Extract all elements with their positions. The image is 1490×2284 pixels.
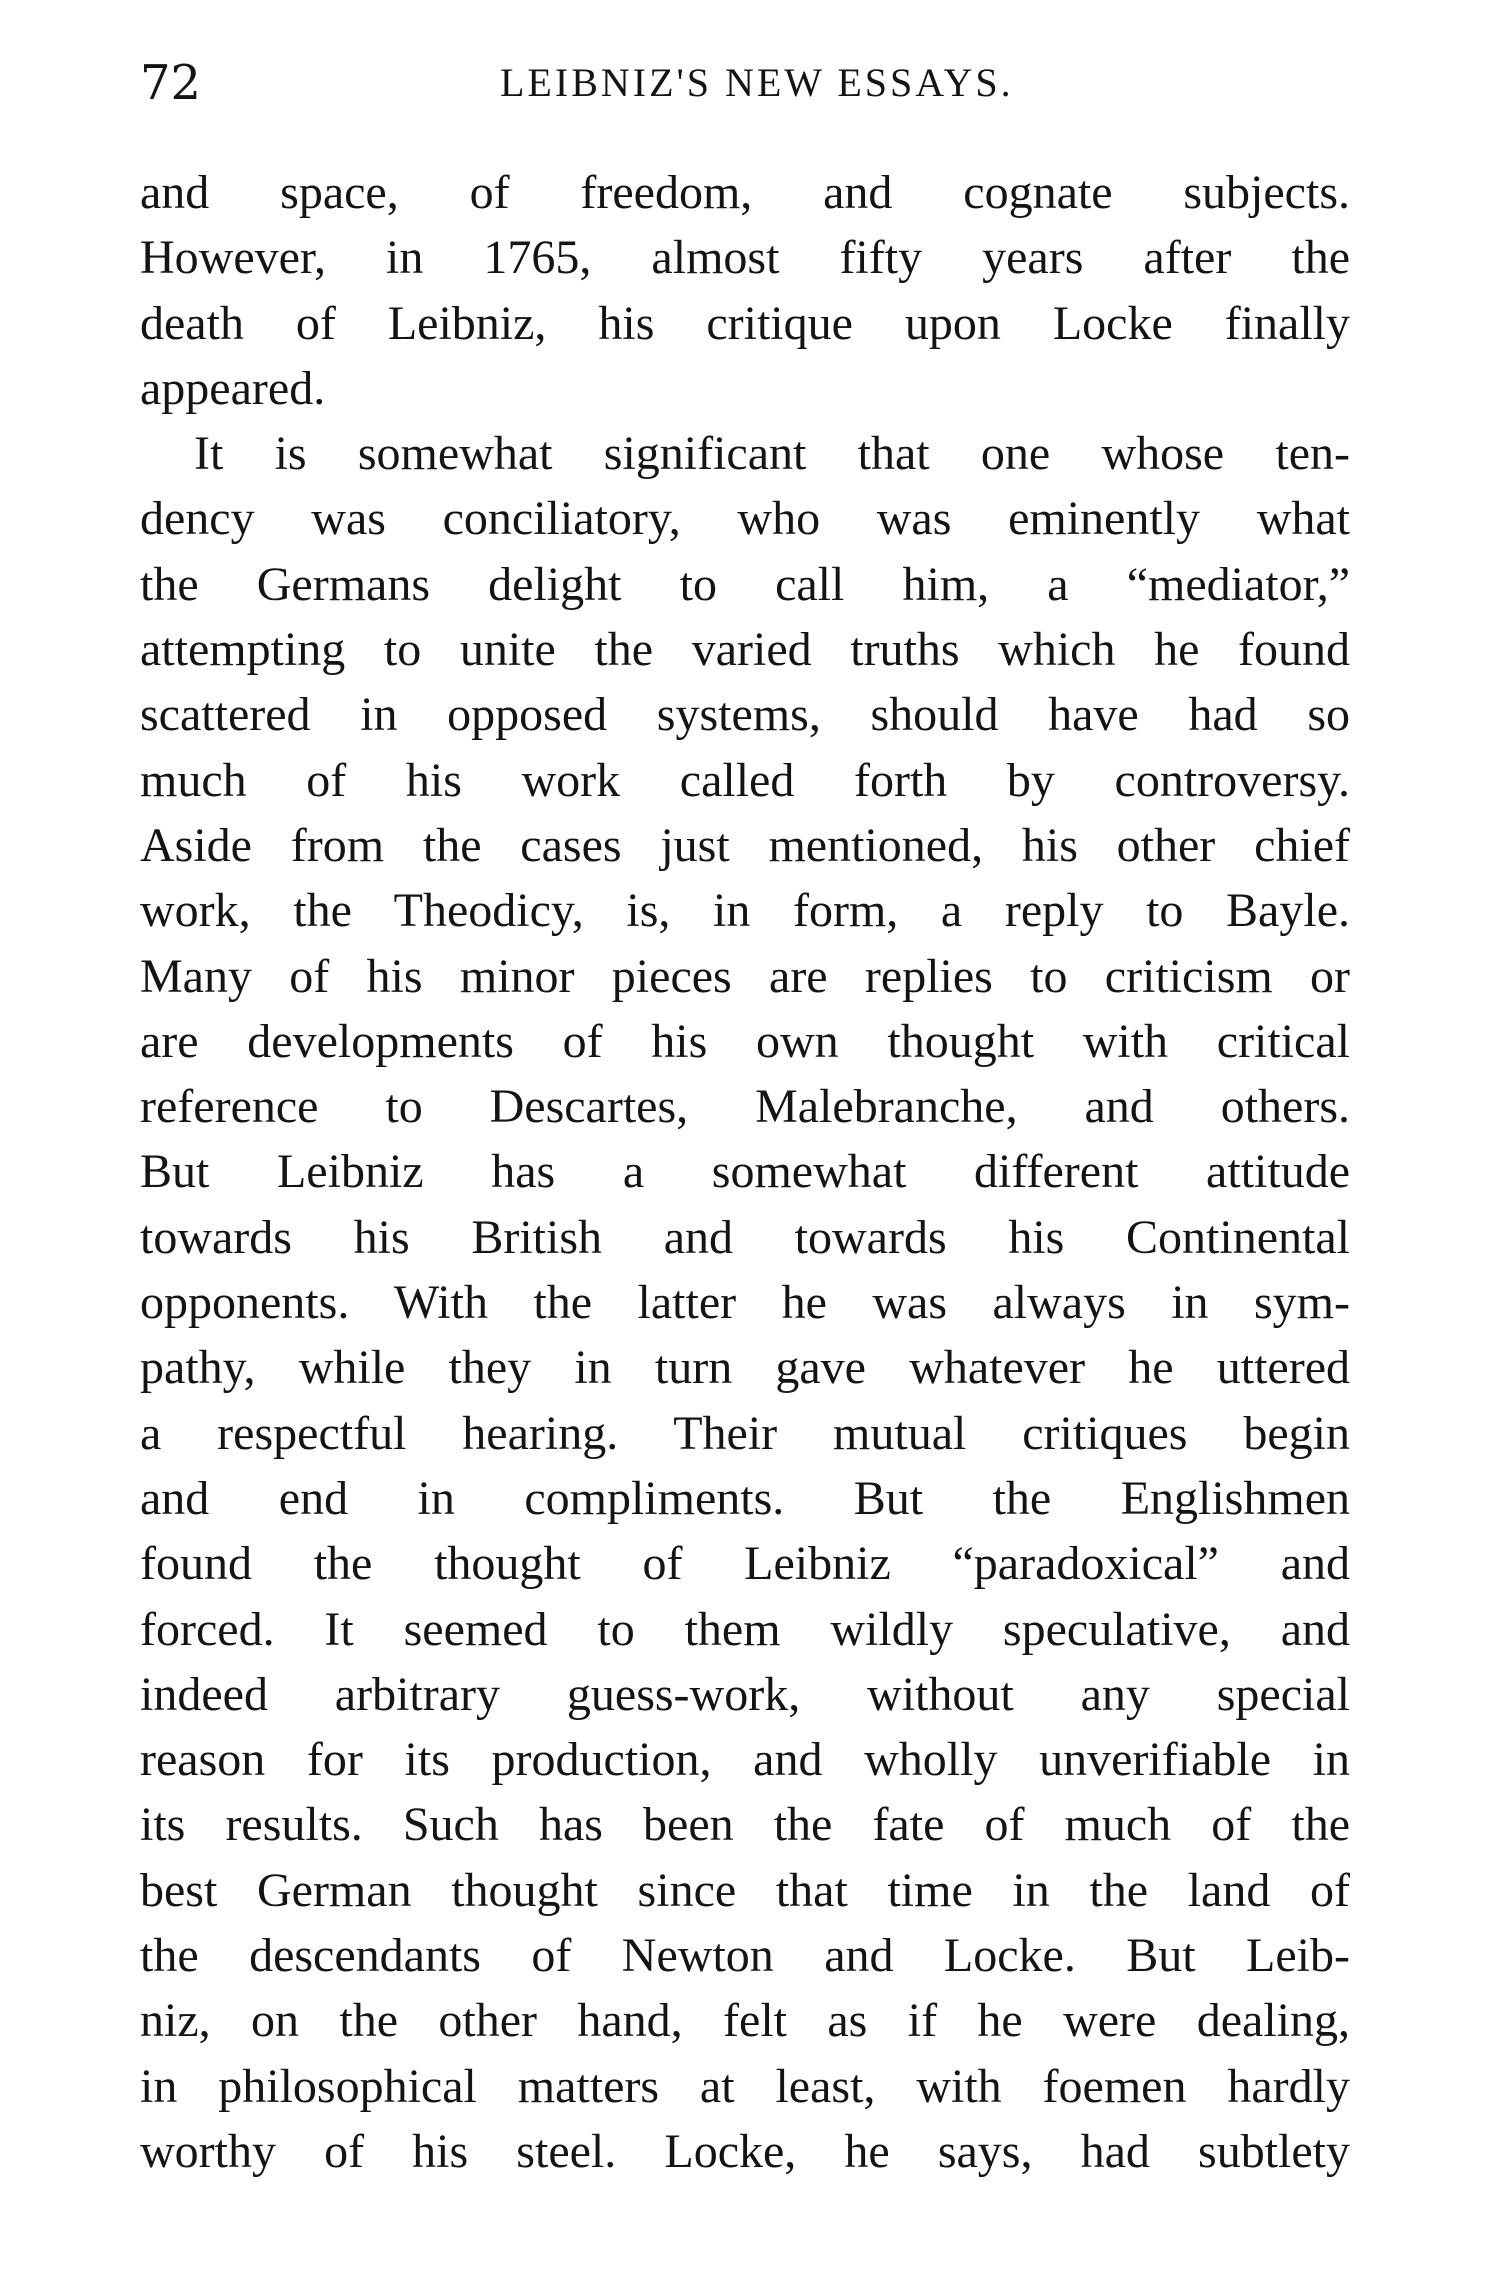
text-line: and space, of freedom, and cognate subjects. xyxy=(140,166,1350,219)
text-line: its results. Such has been the fate of much of the xyxy=(140,1798,1350,1852)
text-line: attempting to unite the varied truths which he found xyxy=(140,623,1350,677)
text-line: niz, on the other hand, felt as if he were dealing, xyxy=(140,1994,1350,2048)
page-header xyxy=(140,48,1350,118)
text-line: scattered in opposed systems, should have had so xyxy=(140,688,1350,742)
text-line: Many of his minor pieces are replies to criticism or xyxy=(140,949,1350,1003)
text-line: in philosophical matters at least, with foemen hardly xyxy=(140,2059,1350,2113)
text-line: dency was conciliatory, who was eminently what xyxy=(140,492,1350,546)
text-line: and end in compliments. But the Englishmen xyxy=(140,1471,1350,1525)
text-line: Aside from the cases just mentioned, his other chief xyxy=(140,818,1350,872)
text-line: forced. It seemed to them wildly speculative, and xyxy=(140,1602,1350,1656)
text-line: appeared. xyxy=(140,361,326,415)
text-line: opponents. With the latter he was always in sym- xyxy=(140,1276,1350,1330)
text-line: However, in 1765, almost fifty years after the xyxy=(140,231,1350,285)
text-line: But Leibniz has a somewhat different attitude xyxy=(140,1145,1350,1199)
text-line: towards his British and towards his Continental xyxy=(140,1210,1350,1264)
text-line: pathy, while they in turn gave whatever he uttered xyxy=(140,1341,1350,1395)
text-line: worthy of his steel. Locke, he says, had subtlety xyxy=(140,2124,1350,2178)
text-line: found the thought of Leibniz “paradoxical” and xyxy=(140,1537,1350,1591)
text-line: are developments of his own thought with critical xyxy=(140,1014,1350,1068)
page-number: 72 xyxy=(140,55,202,111)
text-line: much of his work called forth by controversy. xyxy=(140,753,1350,807)
text-line: reason for its production, and wholly unverifiable in xyxy=(140,1733,1350,1787)
text-line: reference to Descartes, Malebranche, and others. xyxy=(140,1080,1350,1134)
running-head: LEIBNIZ'S NEW ESSAYS. xyxy=(500,60,1014,105)
body-text xyxy=(140,160,1350,2184)
text-line: work, the Theodicy, is, in form, a reply to Bayle. xyxy=(140,884,1350,938)
text-line: the Germans delight to call him, a “mediator,” xyxy=(140,557,1350,611)
text-line: the descendants of Newton and Locke. But Leib- xyxy=(140,1929,1350,1983)
text-line: death of Leibniz, his critique upon Locke finally xyxy=(140,296,1350,350)
text-line: It is somewhat significant that one whose ten- xyxy=(194,427,1350,481)
text-line: a respectful hearing. Their mutual critiques begin xyxy=(140,1406,1350,1460)
text-line: indeed arbitrary guess-work, without any special xyxy=(140,1667,1350,1721)
text-line: best German thought since that time in the land of xyxy=(140,1863,1350,1917)
